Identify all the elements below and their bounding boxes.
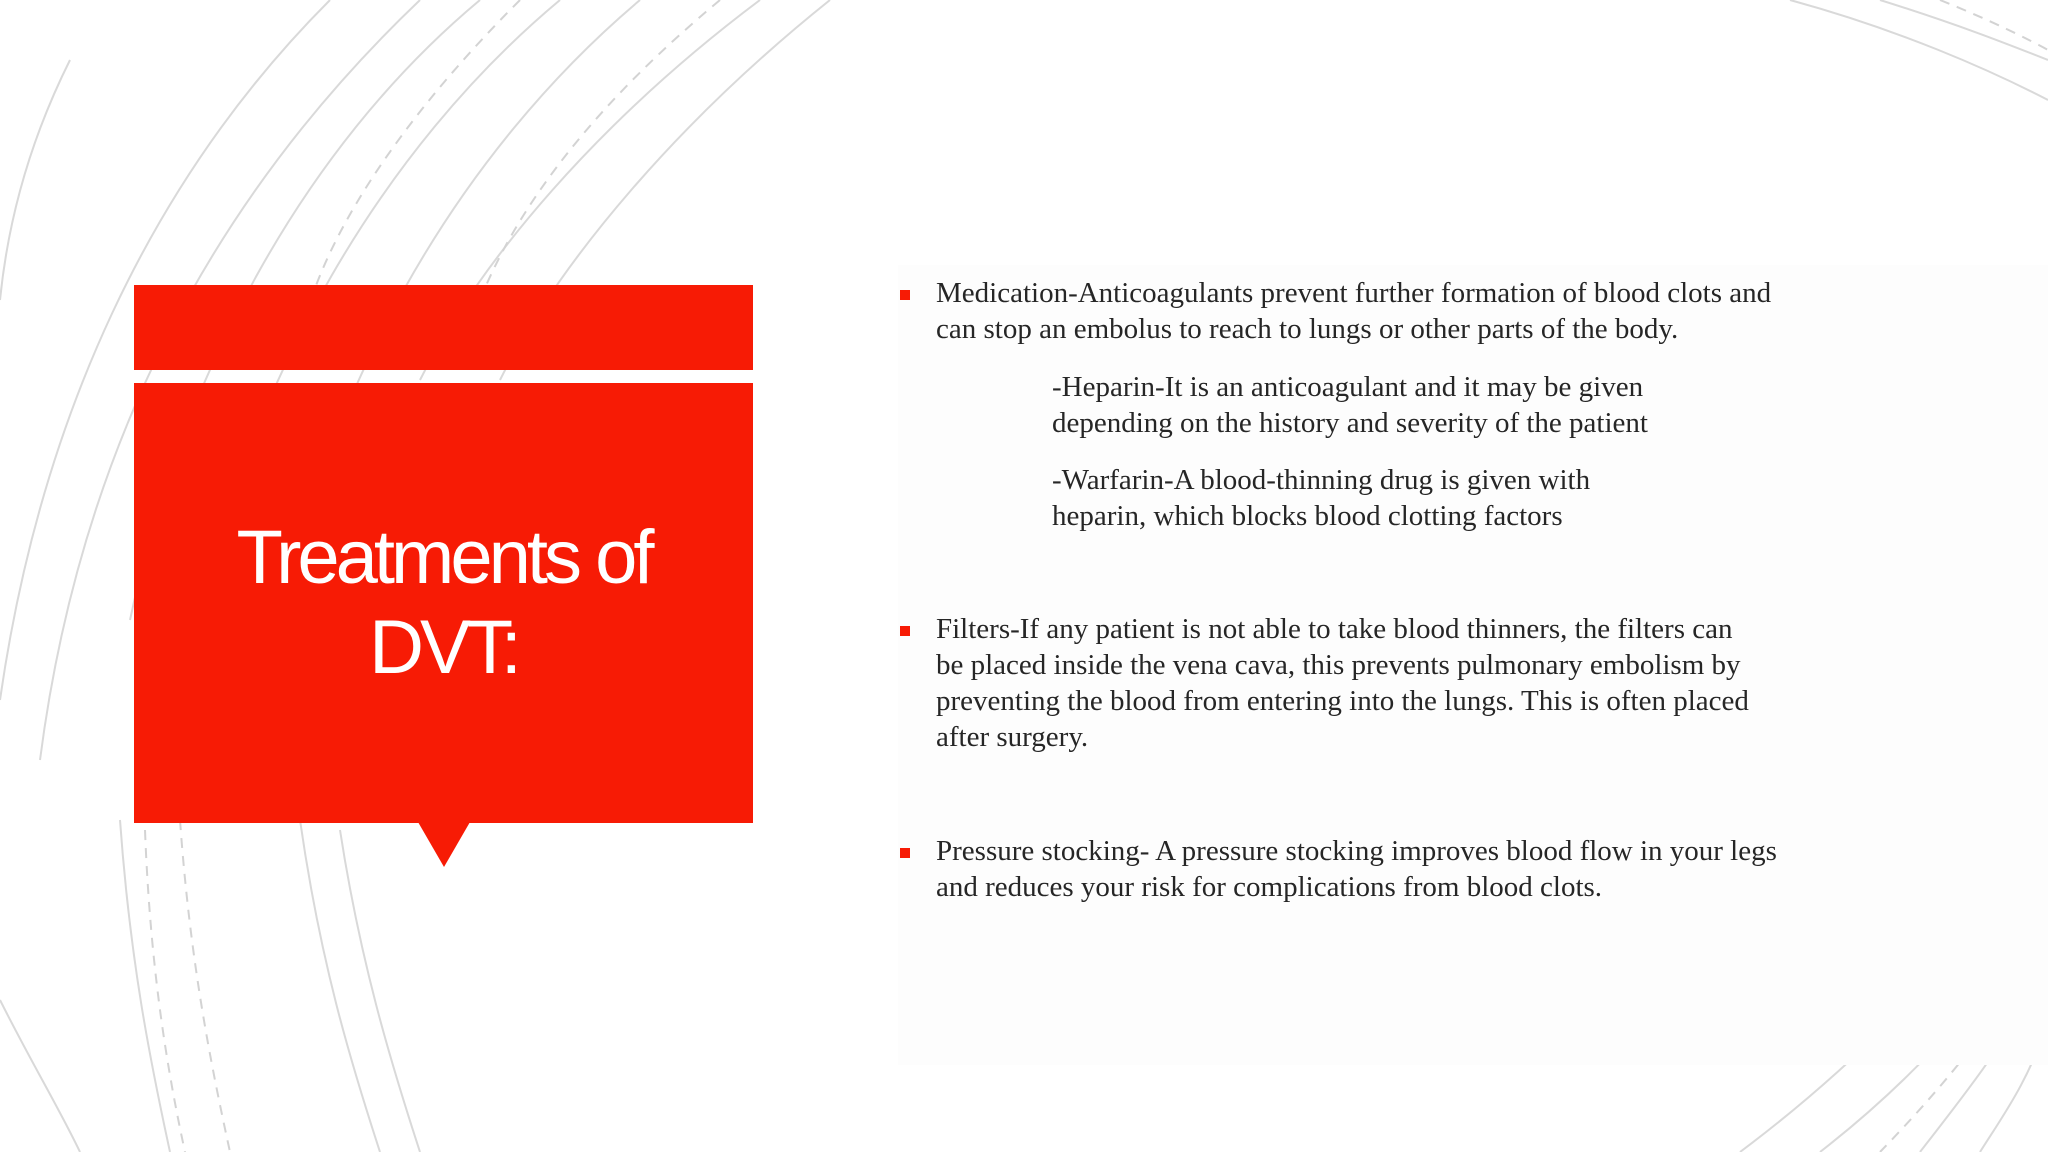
bullet-text-line: and reduces your risk for complications from blood clots. xyxy=(936,871,1603,903)
bullet-text-line: Medication-Anticoagulants prevent further formation of blood clots and xyxy=(936,277,1772,309)
slide-title-line-1: Treatments of xyxy=(236,515,651,600)
bullet-square-icon xyxy=(900,290,910,300)
bullet-square-icon xyxy=(900,626,910,636)
bullet-text-line: after surgery. xyxy=(936,721,1089,753)
bullet-text-line: Filters-If any patient is not able to take blood thinners, the filters can xyxy=(936,613,1733,645)
title-callout-box xyxy=(134,383,753,823)
bullet-text xyxy=(936,833,1936,905)
bullet-text-line: can stop an embolus to reach to lungs or other parts of the body. xyxy=(936,313,1679,345)
bullet-text xyxy=(936,275,1936,347)
sub-item-line: -Warfarin-A blood-thinning drug is given with xyxy=(1052,464,1591,496)
bullet-text-line: Pressure stocking- A pressure stocking improves blood flow in your legs xyxy=(936,835,1777,867)
slide-title-line-2: DVT: xyxy=(369,605,518,690)
title-accent-bar xyxy=(134,285,753,370)
bullet-text-line: be placed inside the vena cava, this prevents pulmonary embolism by xyxy=(936,649,1741,681)
sub-item-line: -Heparin-It is an anticoagulant and it may be given xyxy=(1052,371,1644,403)
callout-pointer xyxy=(418,822,470,867)
sub-item-warfarin xyxy=(1052,462,1852,534)
bullet-text xyxy=(936,611,1936,755)
sub-item-line: depending on the history and severity of the patient xyxy=(1052,407,1648,439)
sub-item-line: heparin, which blocks blood clotting factors xyxy=(1052,500,1563,532)
bullet-square-icon xyxy=(900,848,910,858)
slide-title xyxy=(134,383,753,823)
sub-item-heparin xyxy=(1052,369,1852,441)
bullet-text-line: preventing the blood from entering into the lungs. This is often placed xyxy=(936,685,1749,717)
